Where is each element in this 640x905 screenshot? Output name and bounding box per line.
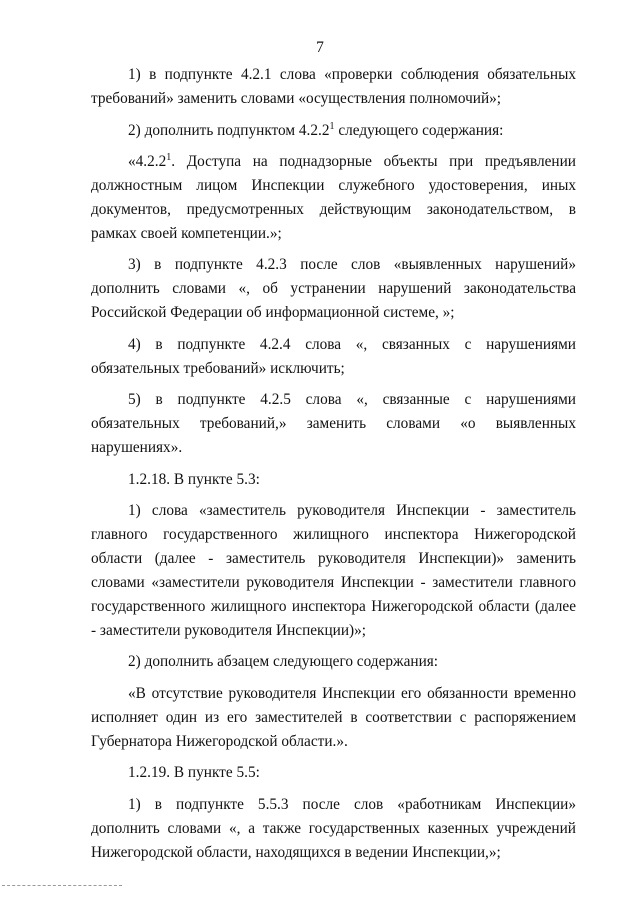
paragraph-5-5-3: 1) в подпункте 5.5.3 после слов «работникам Инспекции» дополнить словами «, а также государственных казенных учреждений Нижегородской области, находящихся в ведении Инспекции,»; <box>91 796 576 861</box>
superscript: 1 <box>166 152 172 164</box>
paragraph-add-4-2-2 <box>91 119 576 143</box>
paragraph-4-2-5: 5) в подпункте 4.2.5 слова «, связанные с нарушениями обязательных требований,» заменить словами «о выявленных нарушениях». <box>91 391 576 457</box>
paragraph-4-2-2-text <box>91 150 576 246</box>
paragraph-text: следующего содержания: <box>334 121 504 139</box>
paragraph-add-clause: 2) дополнить абзацем следующего содержания: <box>128 653 439 671</box>
paragraph-absence-clause: «В отсутствие руководителя Инспекции его обязанности временно исполняет один из его заместителей в соответствии с распоряжением Губернатора Нижегородской области.». <box>91 685 576 750</box>
scan-edge-line <box>2 885 122 887</box>
section-heading-1-2-19: 1.2.19. В пункте 5.5: <box>128 764 260 782</box>
paragraph-text: «4.2.2 <box>128 153 167 171</box>
paragraph-text: 2) дополнить подпунктом 4.2.2 <box>128 121 330 139</box>
section-heading-1-2-18: 1.2.18. В пункте 5.3: <box>128 470 260 488</box>
superscript: 1 <box>329 120 335 132</box>
page-number: 7 <box>316 39 324 56</box>
paragraph-4-2-3: 3) в подпункте 4.2.3 после слов «выявленных нарушений» дополнить словами «, об устранении нарушений законодательства Российской Федерации об информационной системе, »; <box>91 256 576 322</box>
document-body <box>91 63 576 865</box>
paragraph-text: . Доступа на поднадзорные объекты при предъявлении должностным лицом Инспекции служебного удостоверения, иных документов, предусмотренных действующим законодательством, в рамках своей компетенции.»; <box>91 153 576 242</box>
paragraph-4-2-4: 4) в подпункте 4.2.4 слова «, связанных с нарушениями обязательных требований» исключить; <box>91 335 576 377</box>
paragraph-4-2-1: 1) в подпункте 4.2.1 слова «проверки соблюдения обязательных требований» заменить словами «осуществления полномочий»; <box>91 66 576 107</box>
paragraph-5-3-deputies: 1) слова «заместитель руководителя Инспекции - заместитель главного государственного жилищного инспектора Нижегородской области (далее - заместитель руководителя Инспекции)» заменить словами «заместители руководителя Инспекции - заместители главного государственного жилищного инспектора Нижегородской области (далее - заместители руководителя Инспекции)»; <box>91 502 576 639</box>
